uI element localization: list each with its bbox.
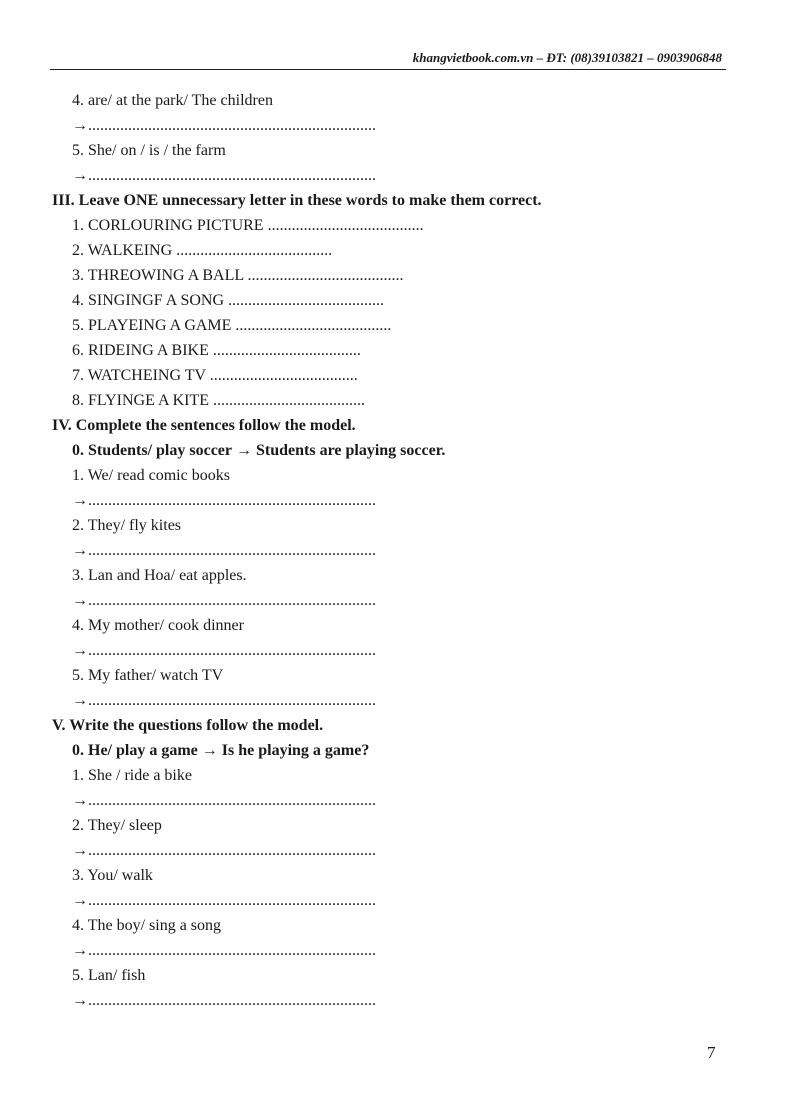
word-fix-item[interactable]: 7. WATCHEING TV ..................................... <box>72 367 358 384</box>
model-answer: → Is he playing a game? <box>201 742 370 759</box>
answer-line[interactable]: →........................................................................ <box>72 117 376 134</box>
model-answer: → Students are playing soccer. <box>236 442 446 459</box>
answer-line[interactable]: →........................................................................ <box>72 492 376 509</box>
answer-line[interactable]: →........................................................................ <box>72 992 376 1009</box>
exercise-item: 2. They/ sleep <box>72 817 162 834</box>
word-fix-item[interactable]: 4. SINGINGF A SONG ....................................... <box>72 292 385 309</box>
model-prompt: 0. Students/ play soccer <box>72 442 232 459</box>
exercise-item: 2. They/ fly kites <box>72 517 182 534</box>
section-5-title: V. Write the questions follow the model. <box>52 717 324 734</box>
header-publisher-info: khangvietbook.com.vn – ĐT: (08)39103821 – 0903906848 <box>412 50 722 65</box>
word-fix-item[interactable]: 3. THREOWING A BALL ....................................... <box>72 267 404 284</box>
worksheet-content <box>52 88 732 1013</box>
answer-line[interactable]: →........................................................................ <box>72 542 376 559</box>
exercise-item: 4. My mother/ cook dinner <box>72 617 244 634</box>
exercise-item: 1. She / ride a bike <box>72 767 192 784</box>
word-fix-item[interactable]: 2. WALKEING ....................................... <box>72 242 333 259</box>
exercise-item: 4. The boy/ sing a song <box>72 917 222 934</box>
word-fix-item[interactable]: 1. CORLOURING PICTURE ....................................... <box>72 217 424 234</box>
exercise-item: 5. She/ on / is / the farm <box>72 142 226 159</box>
page-number: 7 <box>707 1043 716 1062</box>
exercise-item: 3. You/ walk <box>72 867 153 884</box>
exercise-item: 1. We/ read comic books <box>72 467 230 484</box>
word-fix-item[interactable]: 6. RIDEING A BIKE ..................................... <box>72 342 361 359</box>
exercise-item: 4. are/ at the park/ The children <box>72 92 273 109</box>
answer-line[interactable]: →........................................................................ <box>72 592 376 609</box>
section-3-title: III. Leave ONE unnecessary letter in these words to make them correct. <box>52 192 542 209</box>
model-example <box>52 738 732 763</box>
answer-line[interactable]: →........................................................................ <box>72 642 376 659</box>
exercise-item: 5. Lan/ fish <box>72 967 146 984</box>
answer-line[interactable]: →........................................................................ <box>72 167 376 184</box>
section-4-title: IV. Complete the sentences follow the model. <box>52 417 356 434</box>
answer-line[interactable]: →........................................................................ <box>72 792 376 809</box>
exercise-item: 5. My father/ watch TV <box>72 667 224 684</box>
answer-line[interactable]: →........................................................................ <box>72 892 376 909</box>
answer-line[interactable]: →........................................................................ <box>72 942 376 959</box>
exercise-item: 3. Lan and Hoa/ eat apples. <box>72 567 247 584</box>
word-fix-item[interactable]: 8. FLYINGE A KITE ...................................... <box>72 392 366 409</box>
word-fix-item[interactable]: 5. PLAYEING A GAME ....................................... <box>72 317 392 334</box>
model-example <box>52 438 732 463</box>
model-prompt: 0. He/ play a game <box>72 742 198 759</box>
answer-line[interactable]: →........................................................................ <box>72 842 376 859</box>
answer-line[interactable]: →........................................................................ <box>72 692 376 709</box>
header-divider <box>50 69 726 70</box>
